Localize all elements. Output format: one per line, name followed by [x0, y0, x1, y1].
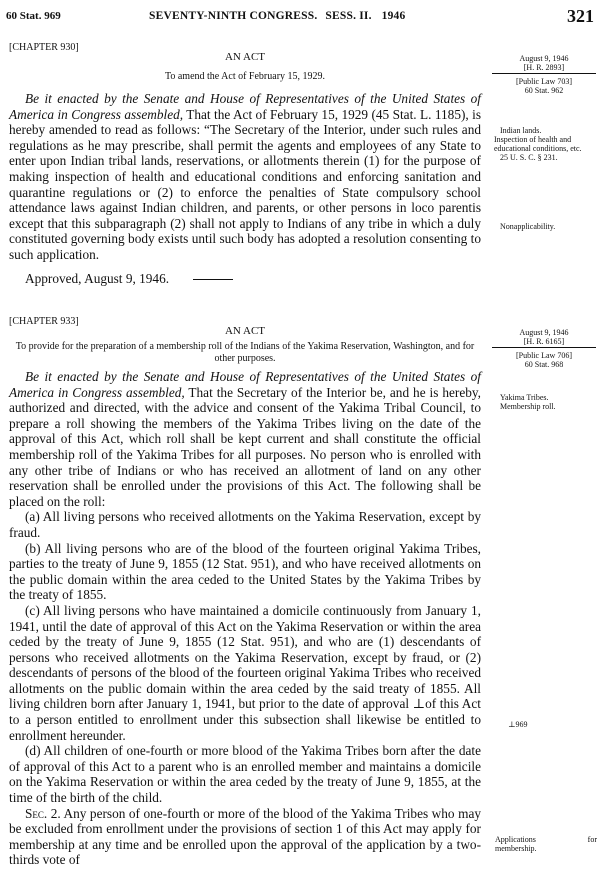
chapter-930-label: [CHAPTER 930] — [9, 42, 79, 53]
note-membership-word: membership. — [495, 844, 537, 853]
margin-public-law: [Public Law 706] — [516, 351, 572, 360]
section-2-body: Any person of one-fourth or more of the blood of the Yakima Tribes who may be excluded from enrollment under the provisions of section 1 of this Act may apply for membership at any time and be enrolled upon the approval of the application by a two-thirds vote of — [9, 805, 481, 868]
chapter-930-section — [9, 42, 481, 287]
note-applications — [495, 835, 597, 853]
margin-date: August 9, 1946 — [519, 54, 569, 63]
note-membership-roll: Membership roll. — [500, 402, 556, 411]
year-label: 1946 — [381, 10, 406, 22]
chapter-933-sidenote — [500, 393, 600, 411]
congress-name: SEVENTY-NINTH CONGRESS. — [149, 10, 318, 22]
approved-text: Approved, August 9, 1946. — [25, 270, 170, 286]
note-indian-lands: Indian lands. — [500, 126, 542, 135]
chapter-933-purpose: To provide for the preparation of a membership roll of the Indians of the Yakima Reservation, Washington, and for other purposes. — [15, 341, 475, 364]
chapter-930-purpose: To amend the Act of February 15, 1929. — [164, 71, 326, 82]
margin-date: August 9, 1946 — [519, 328, 569, 337]
running-header — [6, 8, 594, 32]
enacting-clause: Be it enacted by the Senate and House of Representatives of the United States of America in Congress assembled, — [9, 91, 481, 122]
chapter-930-act-title: AN ACT — [224, 51, 266, 63]
chapter-930-margin-box — [492, 54, 596, 95]
closing-rule — [193, 279, 233, 280]
item-d: (d) All children of one-fourth or more blood of the Yakima Tribes born after the date of approval of this Act to a parent who is an enrolled member and maintains a domicile on the Yakima Reservation or within the area ceded by the treaty of June 9, 1855, at the time of the birth of the child. — [9, 743, 481, 806]
note-usc: 25 U. S. C. § 231. — [500, 153, 558, 162]
congress-heading — [149, 10, 405, 22]
item-a: (a) All living persons who received allotments on the Yakima Reservation, except by fraud. — [9, 509, 481, 540]
session-label: SESS. II. — [325, 10, 372, 22]
margin-bill: [H. R. 6165] — [492, 337, 596, 348]
margin-stat: 60 Stat. 968 — [524, 360, 564, 369]
item-b: (b) All living persons who are of the blood of the fourteen original Yakima Tribes, parties to the treaty of June 9, 1855 (12 Stat. 951), and who have received allotments on the public domain within the area ceded to the United States by the Yakima Tribes by the treaty of 1855. — [9, 540, 481, 603]
section-2-label: Sec. 2. — [25, 805, 61, 821]
page-break-marker: ⊥969 — [508, 720, 528, 729]
chapter-930-sidenote — [494, 126, 600, 162]
enacting-clause: Be it enacted by the Senate and House of Representatives of the United States of America in Congress assembled, — [9, 369, 481, 400]
margin-stat: 60 Stat. 962 — [524, 86, 564, 95]
chapter-933-section — [9, 316, 481, 868]
margin-bill: [H. R. 2893] — [492, 63, 596, 74]
note-for-word: for — [587, 835, 597, 844]
chapter-930-text — [9, 91, 481, 263]
section-2-text — [9, 806, 481, 868]
note-applications-word: Applications — [495, 835, 536, 844]
item-c: (c) All living persons who have maintained a domicile continuously from January 1, 1941, until the date of approval of this Act on the Yakima Reservation or within the area ceded by the treaty of June 9, 1855 (12 Stat. 951), and who are (1) descendants of persons who received allotments on the Yakima Reservation, except by fraud, or (2) descendants of persons of the blood of the fourteen original Yakima Tribes who received allotments on the public domain within the area ceded by the said treaty of 1855. All living children born after January 1, 1941, but prior to the date of approval ⊥of this Act to a person entitled to enrollment under this subsection shall likewise be entitled to enrollment hereunder. — [9, 602, 481, 743]
chapter-933-act-title: AN ACT — [224, 325, 266, 337]
note-yakima-tribes: Yakima Tribes. — [500, 393, 549, 402]
page-number: 321 — [567, 6, 594, 26]
approved-line — [9, 271, 481, 287]
chapter-930-body: That the Act of February 15, 1929 (45 Stat. L. 1185), is hereby amended to read as follows: “The Secretary of the Interior, under such rules and regulations as he may prescribe, shall permit the agents and employees of any State to enter upon Indian tribal lands, reservations, or allotments therein (1) for the purpose of making inspection of health and educational conditions and enforcing sanitation and quarantine regulations or (2) to enforce the penalties of State compulsory school attendance laws against Indian children, and parents, or other persons in loco parentis except that this subparagraph (2) shall not apply to Indians of any tribe in which a duly constituted governing body exists until such body has adopted a resolution consenting to such application. — [9, 106, 481, 262]
chapter-933-body: That the Secretary of the Interior be, and he is hereby, authorized and directed, with the advice and consent of the Yakima Tribal Council, to prepare a roll showing the members of the Yakima Tribes living on the date of the approval of this Act, which roll shall be kept current and shall constitute the official membership roll of the Yakima Tribes for all purposes. No person who is enrolled with any other tribe of Indians or who has received an allotment of land on any other reservation shall be enrolled under the provisions of this Act. The following shall be placed on the roll: — [9, 384, 482, 509]
margin-public-law: [Public Law 703] — [516, 77, 572, 86]
note-inspection: Inspection of health and educational conditions, etc. — [494, 135, 582, 153]
stat-reference: 60 Stat. 969 — [6, 10, 61, 22]
chapter-933-text — [9, 369, 481, 509]
chapter-933-margin-box — [492, 328, 596, 369]
chapter-933-label: [CHAPTER 933] — [9, 316, 79, 327]
note-nonapplicability: Nonapplicability. — [500, 222, 556, 231]
